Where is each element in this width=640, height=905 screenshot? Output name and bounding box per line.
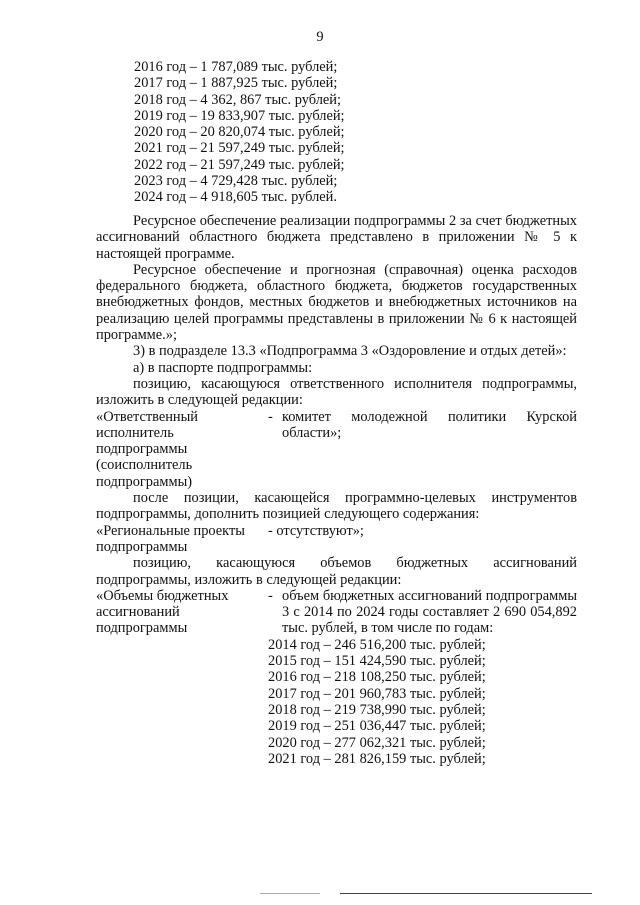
volume-definition: объем бюджетных ассигнований подпрограммы 3 с 2014 по 2024 годы составляет 2 690 054,892 тыс. рублей, в том числе по годам: (282, 587, 577, 637)
list-item: 2019 год – 19 833,907 тыс. рублей; (134, 107, 345, 124)
paragraph-position-executor: позицию, касающуюся ответственного исполнителя подпрограммы, изложить в следующей редакции: (96, 375, 577, 409)
volume-term: «Объемы бюджетных ассигнований подпрограммы (96, 587, 229, 637)
list-item: 2022 год – 21 597,249 тыс. рублей; (134, 156, 345, 173)
executor-definition: комитет молодежной политики Курской области»; (282, 408, 577, 441)
list-item: 2021 год – 21 597,249 тыс. рублей; (134, 140, 345, 157)
paragraph-resource-subprogram-2: Ресурсное обеспечение реализации подпрограммы 2 за счет бюджетных ассигнований областного бюджета представлено в приложении № 5 к настоящей программе. (96, 213, 577, 262)
document-body (96, 213, 577, 767)
regional-projects-definition: - отсутствуют»; (268, 522, 364, 539)
volume-position-row (96, 588, 577, 637)
page-number: 9 (316, 29, 324, 45)
list-item: 2024 год – 4 918,605 тыс. рублей. (134, 189, 337, 206)
footer-rule-short (260, 893, 320, 894)
regional-projects-term: «Региональные проекты подпрограммы (96, 522, 245, 555)
paragraph-item-3: 3) в подразделе 13.3 «Подпрограмма 3 «Оздоровление и отдых детей»: (133, 343, 567, 360)
paragraph-resource-forecast: Ресурсное обеспечение и прогнозная (справочная) оценка расходов федерального бюджета, областного бюджета, бюджетов государственных внебюджетных фондов, местных бюджетов и внебюджетных источников на реализацию целей программы представлены в приложении № 6 к настоящей программе.»; (96, 261, 577, 344)
list-item: 2018 год – 219 738,990 тыс. рублей; (268, 701, 486, 718)
list-item: 2016 год – 1 787,089 тыс. рублей; (134, 59, 338, 75)
regional-projects-row (96, 523, 577, 556)
executor-position-row (96, 409, 577, 490)
list-item: 2023 год – 4 729,428 тыс. рублей; (134, 173, 338, 190)
list-item: 2015 год – 151 424,590 тыс. рублей; (268, 653, 486, 670)
list-item: 2016 год – 218 108,250 тыс. рублей; (268, 669, 486, 686)
executor-term: «Ответственный исполнитель подпрограммы (соисполнитель подпрограммы) (96, 408, 198, 490)
list-item: 2018 год – 4 362, 867 тыс. рублей; (134, 91, 341, 108)
volume-dash: - (268, 587, 273, 604)
list-item: 2017 год – 201 960,783 тыс. рублей; (268, 685, 486, 702)
paragraph-passport: а) в паспорте подпрограммы: (133, 359, 313, 376)
executor-dash: - (268, 408, 273, 425)
footer-rule (340, 893, 592, 894)
paragraph-after-position: после позиции, касающейся программно-целевых инструментов подпрограммы, дополнить позицией следующего содержания: (96, 490, 577, 523)
list-item: 2020 год – 20 820,074 тыс. рублей; (134, 124, 345, 141)
volume-year-list (96, 637, 577, 767)
list-item: 2020 год – 277 062,321 тыс. рублей; (268, 734, 486, 751)
top-year-list (134, 59, 594, 206)
list-item: 2014 год – 246 516,200 тыс. рублей; (268, 636, 486, 653)
list-item: 2017 год – 1 887,925 тыс. рублей; (134, 75, 338, 92)
list-item: 2021 год – 281 826,159 тыс. рублей; (268, 750, 486, 767)
list-item: 2019 год – 251 036,447 тыс. рублей; (268, 718, 486, 735)
paragraph-position-volume: позицию, касающуюся объемов бюджетных ассигнований подпрограммы, изложить в следующей редакции: (96, 555, 577, 588)
